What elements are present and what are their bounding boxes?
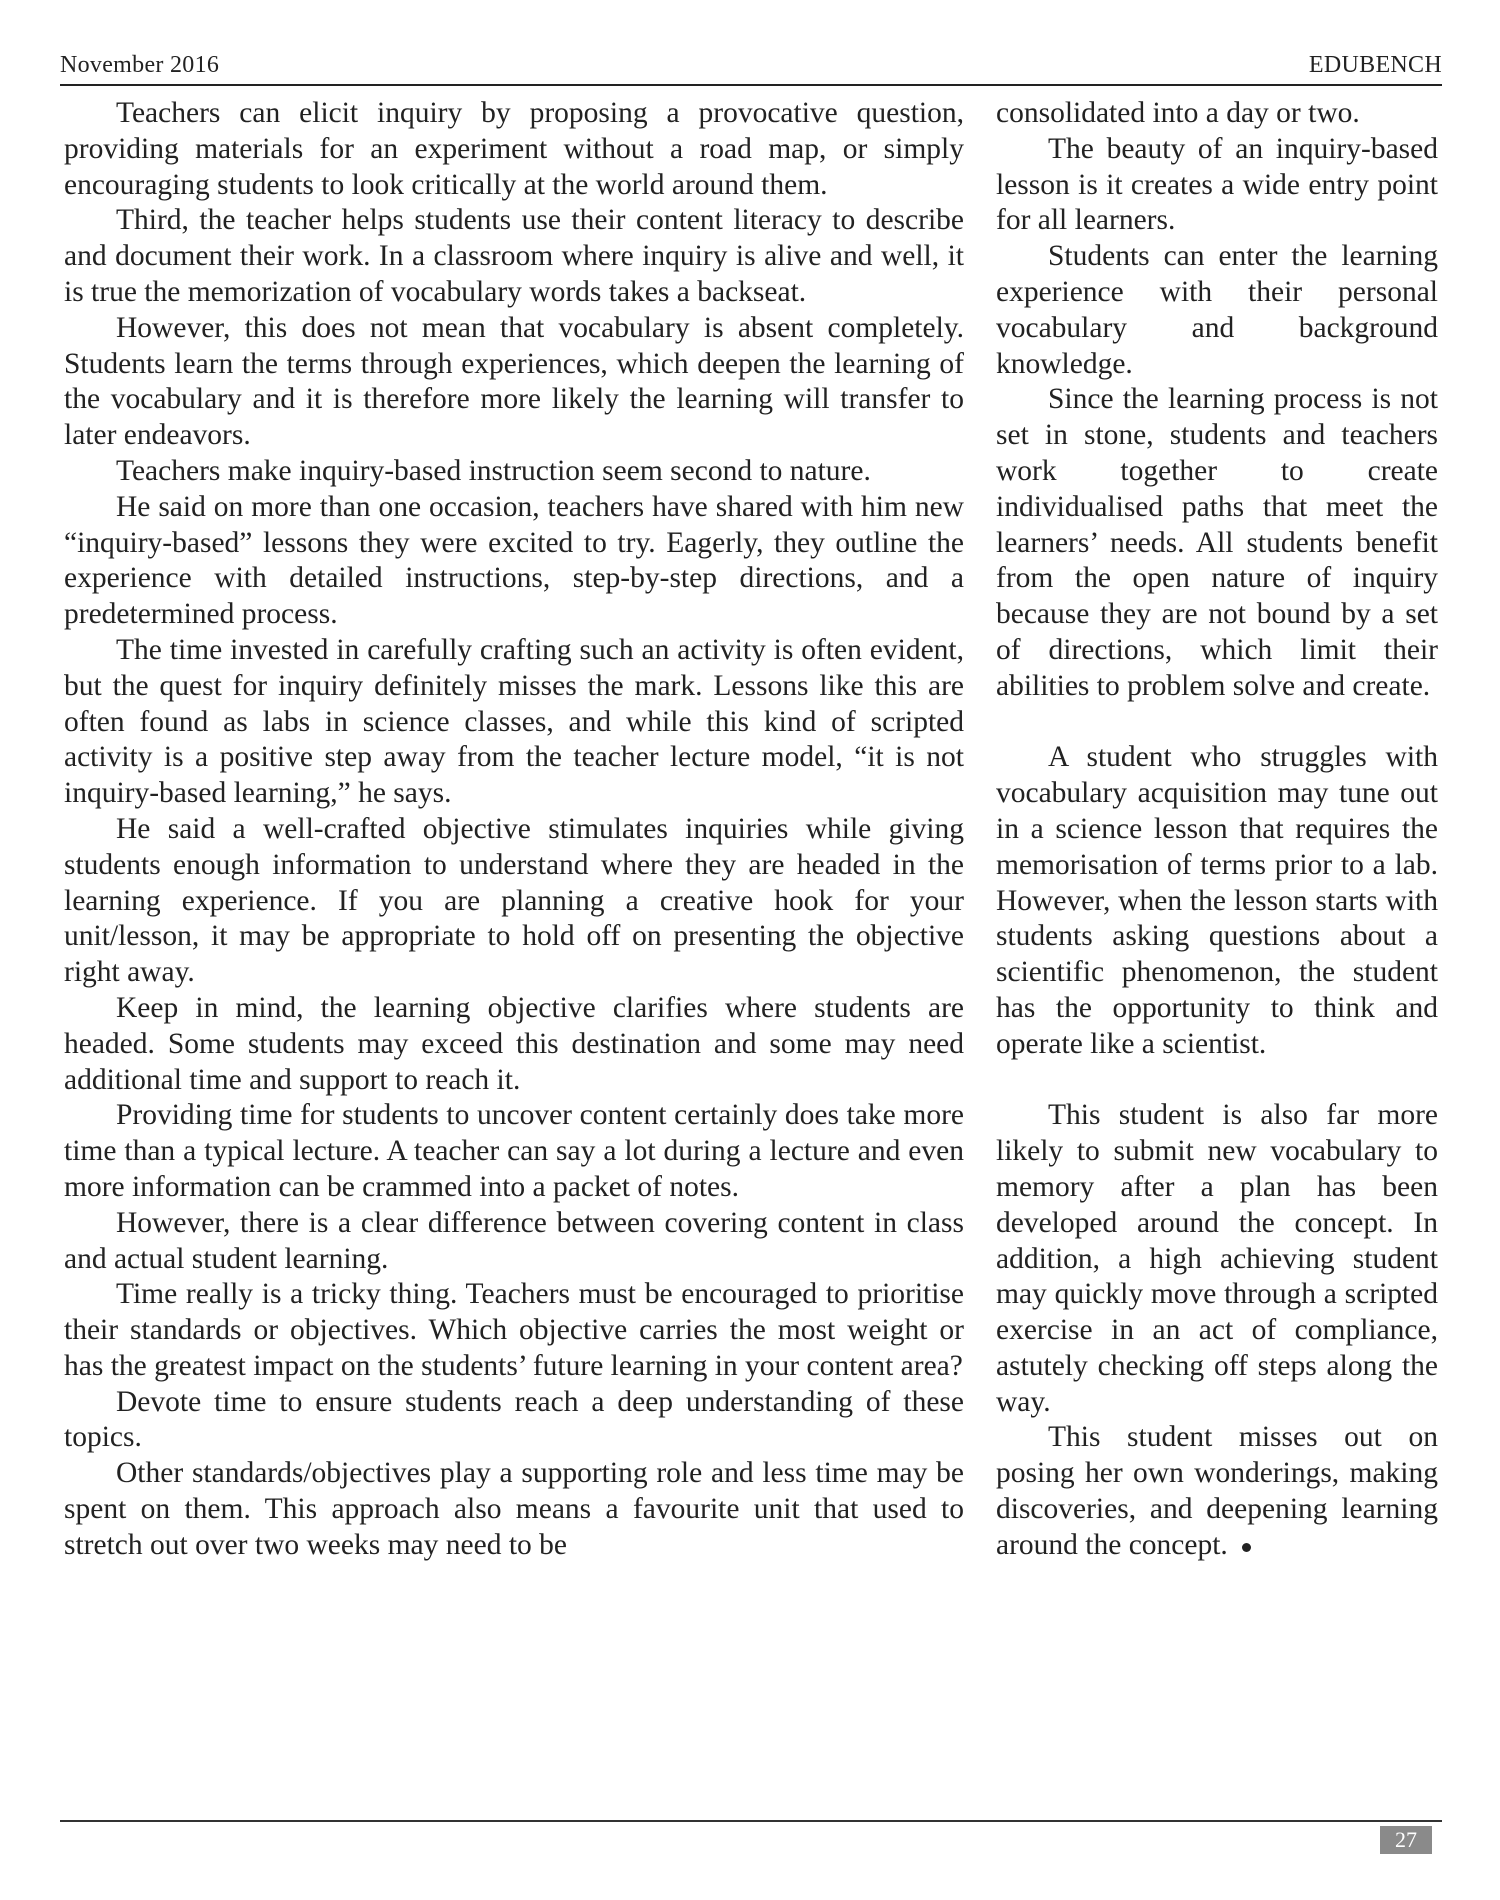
publication-name: EDUBENCH	[1308, 52, 1442, 78]
paragraph: He said a well-crafted objective stimulates inquiries while giving students enough information to understand where they are headed in the learning experience. If you are planning a creative hook for your unit/lesson, it may be appropriate to hold off on presenting the objective right away.	[64, 812, 964, 989]
paragraph: However, this does not mean that vocabulary is absent completely. Students learn the terms through experiences, which deepen the learning of the vocabulary and it is therefore more likely the learning will transfer to later endeavors.	[64, 311, 964, 452]
issue-date: November 2016	[60, 52, 220, 78]
paragraph: However, there is a clear difference between covering content in class and actual student learning.	[64, 1206, 964, 1275]
page-header	[60, 50, 1442, 86]
paragraph: He said on more than one occasion, teachers have shared with him new “inquiry-based” lessons they were excited to try. Eagerly, they outline the experience with detailed instructions, step-by-step directions, and a predetermined process.	[64, 490, 964, 631]
page-number: 27	[1380, 1826, 1432, 1854]
right-column	[996, 96, 1438, 1564]
paragraph: The time invested in carefully crafting such an activity is often evident, but the quest for inquiry definitely misses the mark. Lessons like this are often found as labs in science classes, and while this kind of scripted activity is a positive step away from the teacher lecture model, “it is not inquiry-based learning,” he says.	[64, 633, 964, 810]
paragraph: Third, the teacher helps students use their content literacy to describe and document their work. In a classroom where inquiry is alive and well, it is true the memorization of vocabulary words takes a backseat.	[64, 204, 964, 308]
paragraph: Other standards/objectives play a supporting role and less time may be spent on them. This approach also means a favourite unit that used to stretch out over two weeks may need to be	[64, 1457, 964, 1561]
footer-rule	[60, 1820, 1442, 1822]
paragraph: consolidated into a day or two.	[996, 97, 1360, 129]
paragraph: A student who struggles with vocabulary acquisition may tune out in a science lesson that requires the memorisation of terms prior to a lab. However, when the lesson starts with students asking questions about a scientific phenomenon, the student has the opportunity to think and operate like a scientist.	[996, 741, 1438, 1060]
paragraph: Teachers can elicit inquiry by proposing a provocative question, providing materials for an experiment without a road map, or simply encouraging students to look critically at the world around them.	[64, 97, 964, 201]
paragraph: Devote time to ensure students reach a deep understanding of these topics.	[64, 1385, 964, 1454]
paragraph	[996, 1420, 1438, 1563]
paragraph: Students can enter the learning experience with their personal vocabulary and background knowledge.	[996, 240, 1438, 380]
paragraph: Providing time for students to uncover content certainly does take more time than a typical lecture. A teacher can say a lot during a lecture and even more information can be crammed into a packet of notes.	[64, 1099, 964, 1203]
paragraph: Since the learning process is not set in stone, students and teachers work together to create individualised paths that meet the learners’ needs. All students benefit from the open nature of inquiry because they are not bound by a set of directions, which limit their abilities to problem solve and create.	[996, 383, 1438, 702]
paragraph: Keep in mind, the learning objective clarifies where students are headed. Some students may exceed this destination and some may need additional time and support to reach it.	[64, 991, 964, 1096]
left-column	[64, 96, 964, 1564]
end-of-article-bullet-icon	[1242, 1543, 1251, 1552]
paragraph-text: This student misses out on posing her own wonderings, making discoveries, and deepening learning around the concept.	[996, 1421, 1438, 1561]
paragraph: Teachers make inquiry-based instruction seem second to nature.	[116, 454, 871, 487]
paragraph: The beauty of an inquiry-based lesson is it creates a wide entry point for all learners.	[996, 132, 1438, 237]
paragraph: This student is also far more likely to submit new vocabulary to memory after a plan has been developed around the concept. In addition, a high achieving student may quickly move through a scripted exercise in an act of compliance, astutely checking off steps along the way.	[996, 1099, 1438, 1418]
paragraph: Time really is a tricky thing. Teachers must be encouraged to prioritise their standards or objectives. Which objective carries the most weight or has the greatest impact on the students’ future learning in your content area?	[64, 1278, 964, 1382]
